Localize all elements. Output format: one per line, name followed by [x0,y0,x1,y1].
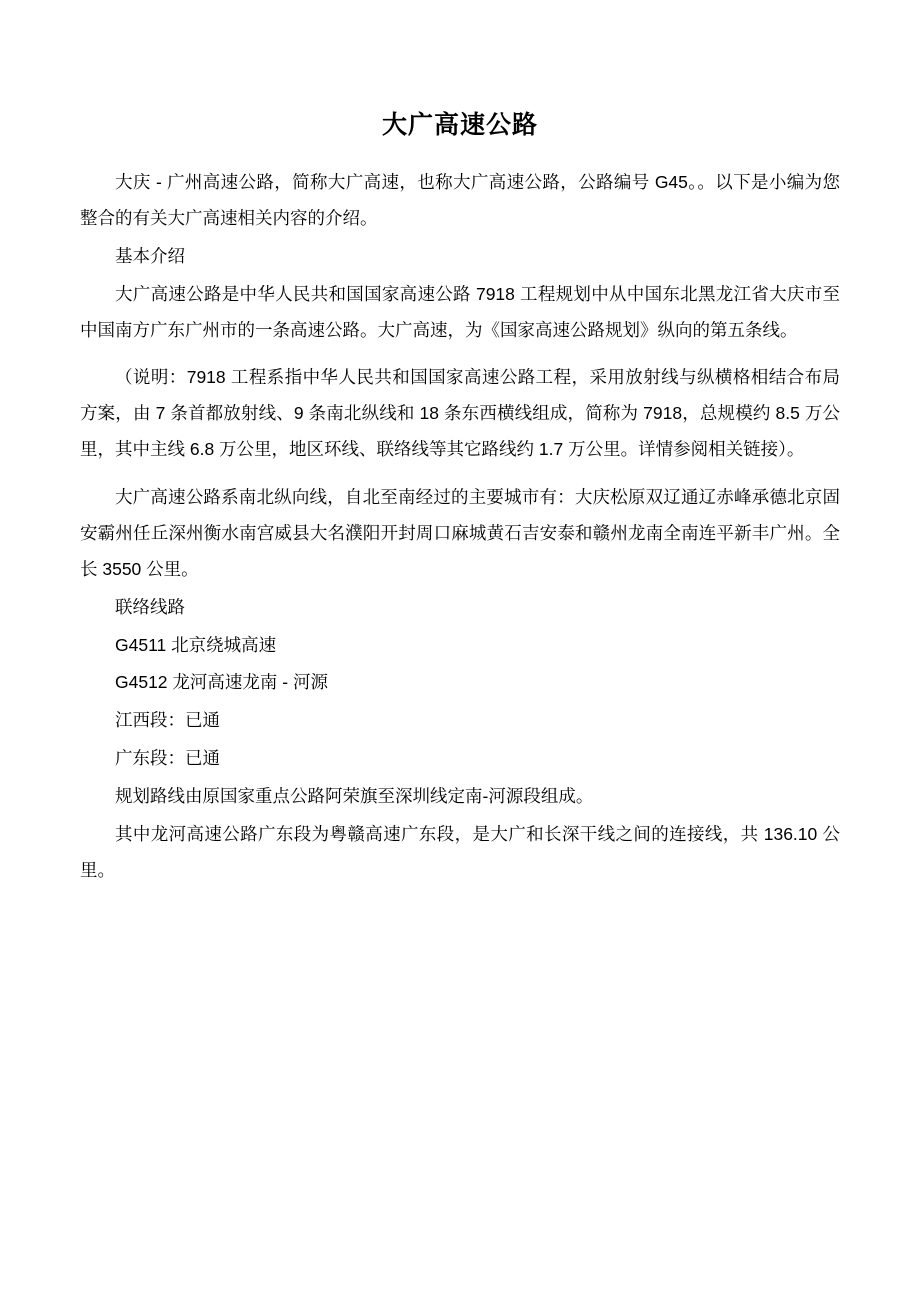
paragraph-link-1: G4511 北京绕城高速 [115,634,277,655]
section-heading-basic-intro: 基本介绍 [115,245,185,266]
paragraph-link-2: G4512 龙河高速龙南 - 河源 [115,672,328,693]
paragraph-basic-2: （说明：7918 工程系指中华人民共和国国家高速公路工程，采用放射线与纵横格相结合布局方案，由 7 条首都放射线、9 条南北纵线和 18 条东西横线组成，简称为 7918，总规模约 8.5 万公里，其中主线 6.8 万公里，地区环线、联络线等其它路线约 1.7 万公里。详情参阅相关链接）。 [80,367,840,460]
paragraph-basic-1: 大广高速公路是中华人民共和国国家高速公路 7918 工程规划中从中国东北黑龙江省大庆市至中国南方广东广州市的一条高速公路。大广高速，为《国家高速公路规划》纵向的第五条线。 [80,283,840,340]
section-heading-link-routes: 联络线路 [115,596,185,617]
page-title: 大广高速公路 [381,111,538,139]
paragraph-intro: 大庆 - 广州高速公路，简称大广高速，也称大广高速公路，公路编号 G45。。以下是小编为您整合的有关大广高速相关内容的介绍。 [80,172,840,228]
paragraph-link-5: 规划路线由原国家重点公路阿荣旗至深圳线定南-河源段组成。 [115,786,594,806]
paragraph-link-3: 江西段：已通 [115,710,220,731]
paragraph-basic-3: 大广高速公路系南北纵向线，自北至南经过的主要城市有：大庆松原双辽通辽赤峰承德北京固安霸州任丘深州衡水南宫威县大名濮阳开封周口麻城黄石吉安泰和赣州龙南全南连平新丰广州。全长 3550 公里。 [80,487,840,579]
paragraph-link-6: 其中龙河高速公路广东段为粤赣高速广东段，是大广和长深干线之间的连接线，共 136.10 公里。 [80,823,840,880]
paragraph-link-4: 广东段：已通 [115,748,220,769]
